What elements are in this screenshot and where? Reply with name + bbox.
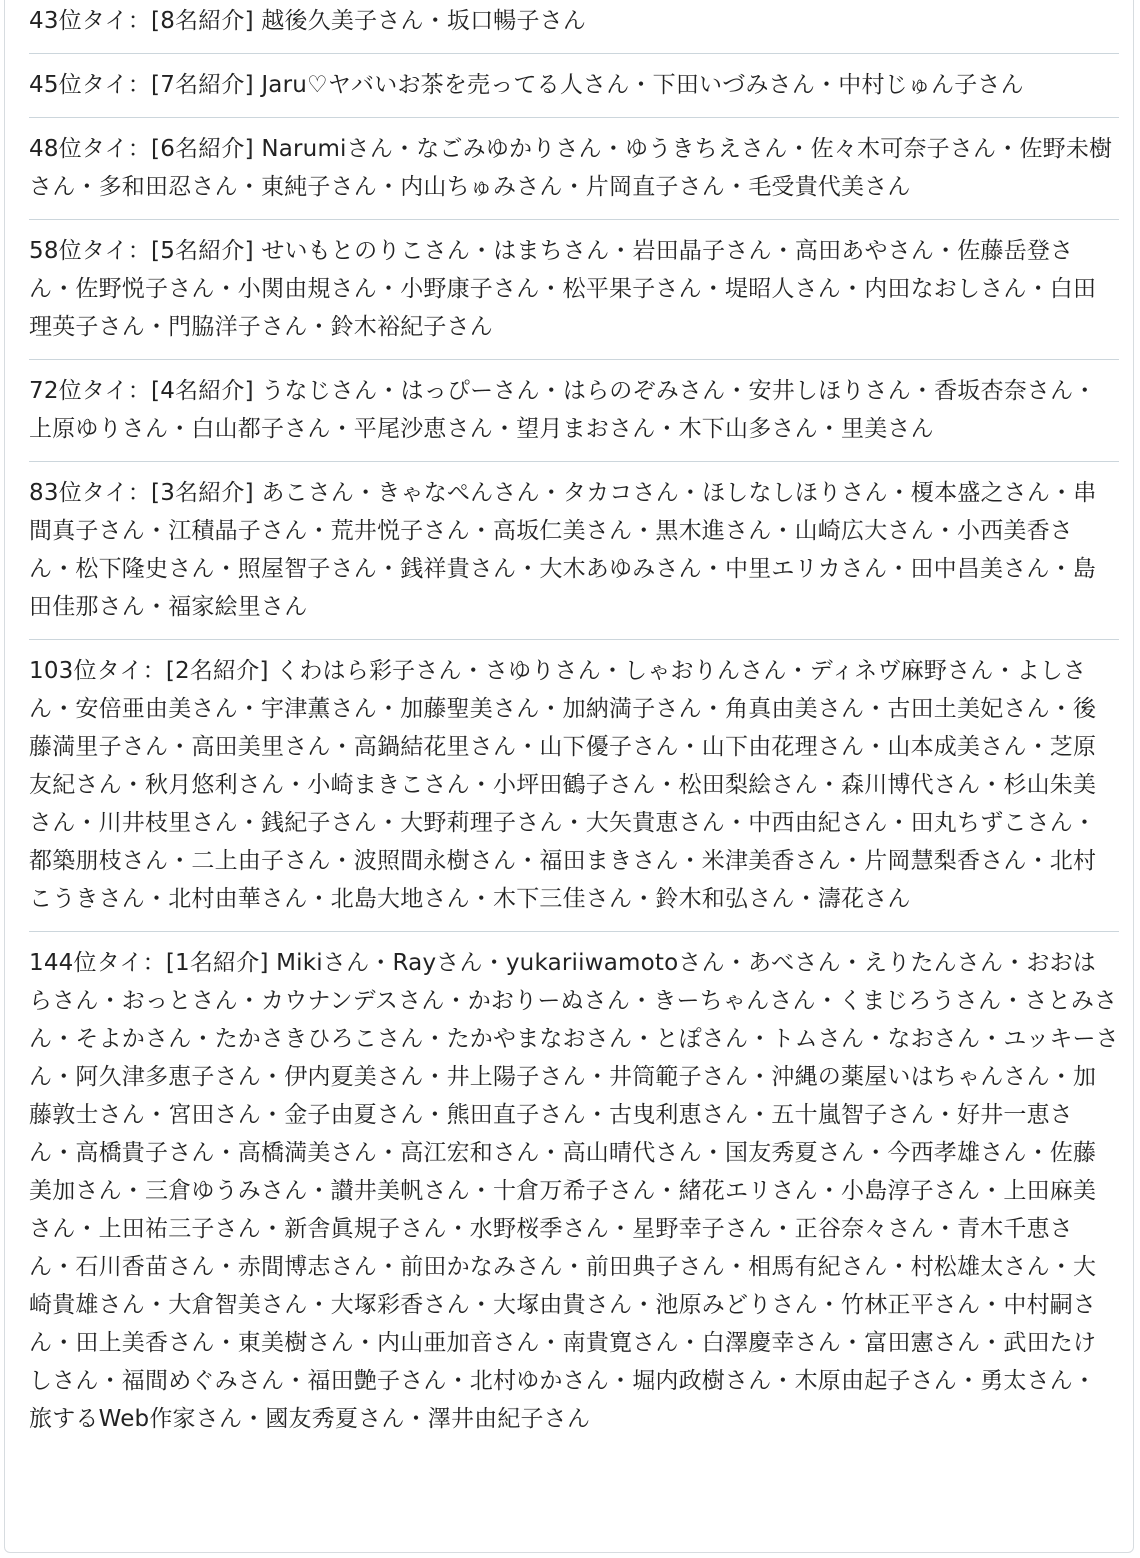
rank-label: 45位タイ：: [29, 72, 152, 98]
referral-count: [5名紹介]: [151, 238, 254, 264]
rank-label: 144位タイ：: [29, 950, 166, 976]
referral-count: [1名紹介]: [165, 950, 269, 976]
names-list: くわはら彩子さん・さゆりさん・しゃおりんさん・ディネヴ麻野さん・よしさん・安倍亜由美さん・宇津薫さん・加藤聖美さん・加納満子さん・角真由美さん・古田土美妃さん・後藤満里子さん・高田美里さん・高鍋結花里さん・山下優子さん・山下由花理さん・山本成美さん・芝原友紀さん・秋月悠利さん・小崎まきこさん・小坪田鶴子さん・松田梨絵さん・森川博代さん・杉山朱美さん・川井枝里さん・銭紀子さん・大野莉理子さん・大矢貴恵さん・中西由紀さん・田丸ちずこさん・都築朋枝さん・二上由子さん・波照間永樹さん・福田まきさん・米津美香さん・片岡慧梨香さん・北村こうきさん・北村由華さん・北島大地さん・木下三佳さん・鈴木和弘さん・濤花さん: [29, 658, 1097, 912]
referral-count: [6名紹介]: [151, 136, 254, 162]
ranking-entry: [29, 652, 1119, 932]
ranking-entry: [29, 944, 1119, 1451]
referral-count: [2名紹介]: [165, 658, 269, 684]
names-list: せいもとのりこさん・はまちさん・岩田晶子さん・高田あやさん・佐藤岳登さん・佐野悦子さん・小関由規さん・小野康子さん・松平果子さん・堤昭人さん・内田なおしさん・白田理英子さん・門脇洋子さん・鈴木裕紀子さん: [29, 238, 1097, 340]
names-list: Mikiさん・Rayさん・yukariiwamotoさん・あべさん・えりたんさん・おおはらさん・おっとさん・カウナンデスさん・かおりーぬさん・きーちゃんさん・くまじろうさん・さとみさん・そよかさん・たかさきひろこさん・たかやまなおさん・とぽさん・トムさん・なおさん・ユッキーさん・阿久津多恵子さん・伊内夏美さん・井上陽子さん・井筒範子さん・沖縄の薬屋いはちゃんさん・加藤敦士さん・宮田さん・金子由夏さん・熊田直子さん・古曳利恵さん・五十嵐智子さん・好井一恵さん・高橋貴子さん・高橋満美さん・高江宏和さん・高山晴代さん・国友秀夏さん・今西孝雄さん・佐藤美加さん・三倉ゆうみさん・讃井美帆さん・十倉万希子さん・緒花エリさん・小島淳子さん・上田麻美さん・上田祐三子さん・新舎眞規子さん・水野桜季さん・星野幸子さん・正谷奈々さん・青木千恵さん・石川香苗さん・赤間博志さん・前田かなみさん・前田典子さん・相馬有紀さん・村松雄太さん・大崎貴雄さん・大倉智美さん・大塚彩香さん・大塚由貴さん・池原みどりさん・竹林正平さん・中村嗣さん・田上美香さん・東美樹さん・内山亜加音さん・南貴寛さん・白澤慶幸さん・富田憲さん・武田たけしさん・福間めぐみさん・福田艶子さん・北村ゆかさん・堀内政樹さん・木原由起子さん・勇太さん・旅するWeb作家さん・國友秀夏さん・澤井由紀子さん: [29, 950, 1119, 1432]
rank-label: 58位タイ：: [29, 238, 152, 264]
referral-count: [7名紹介]: [151, 72, 254, 98]
rank-label: 48位タイ：: [29, 136, 152, 162]
rank-label: 72位タイ：: [29, 378, 152, 404]
rank-label: 43位タイ：: [29, 8, 152, 34]
names-list: 越後久美子さん・坂口暢子さん: [261, 8, 587, 34]
referral-count: [3名紹介]: [151, 480, 254, 506]
rank-label: 103位タイ：: [29, 658, 166, 684]
referral-count: [4名紹介]: [151, 378, 254, 404]
ranking-entry: [29, 232, 1119, 360]
names-list: あこさん・きゃなぺんさん・タカコさん・ほしなしほりさん・榎本盛之さん・串間真子さん・江積晶子さん・荒井悦子さん・高坂仁美さん・黒木進さん・山崎広大さん・小西美香さん・松下隆史さん・照屋智子さん・銭祥貴さん・大木あゆみさん・中里エリカさん・田中昌美さん・島田佳那さん・福家絵里さん: [29, 480, 1097, 620]
names-list: Narumiさん・なごみゆかりさん・ゆうきちえさん・佐々木可奈子さん・佐野未樹さん・多和田忍さん・東純子さん・内山ちゅみさん・片岡直子さん・毛受貴代美さん: [29, 136, 1113, 200]
ranking-entry: [29, 130, 1119, 220]
ranking-entry: [29, 66, 1119, 118]
names-list: Jaru♡ヤバいお茶を売ってる人さん・下田いづみさん・中村じゅん子さん: [261, 72, 1024, 98]
ranking-entry: [29, 2, 1119, 54]
referral-count: [8名紹介]: [151, 8, 254, 34]
ranking-card: [4, 0, 1134, 1553]
ranking-entry: [29, 372, 1119, 462]
names-list: うなじさん・はっぴーさん・はらのぞみさん・安井しほりさん・香坂杏奈さん・上原ゆりさん・白山都子さん・平尾沙恵さん・望月まおさん・木下山多さん・里美さん: [29, 378, 1097, 442]
ranking-list: [29, 2, 1119, 1451]
ranking-entry: [29, 474, 1119, 640]
rank-label: 83位タイ：: [29, 480, 152, 506]
